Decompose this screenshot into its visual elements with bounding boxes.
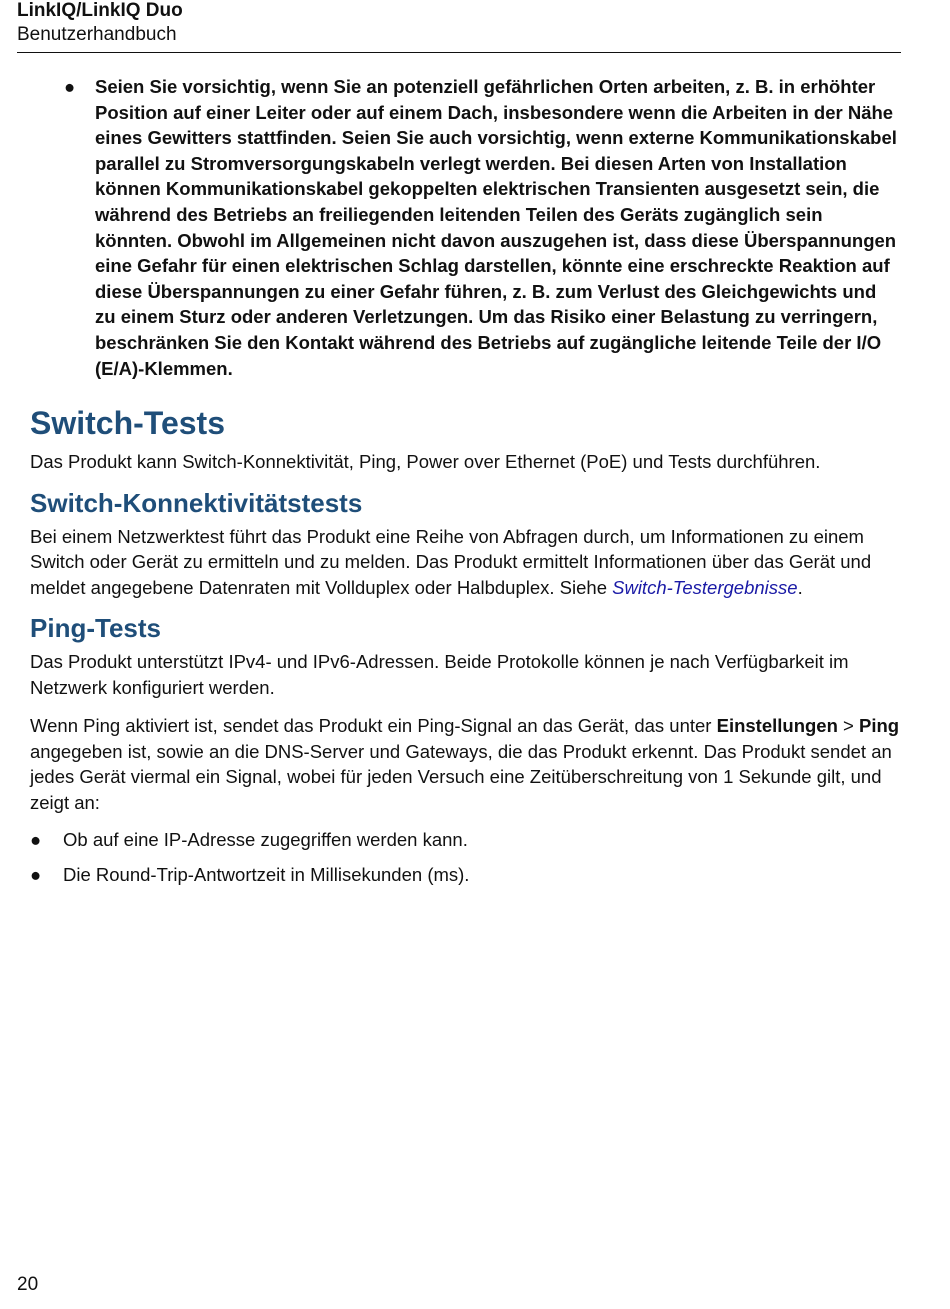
- ping-text-a: Wenn Ping aktiviert ist, sendet das Produkt ein Ping-Signal an das Gerät, das unter: [30, 715, 717, 737]
- section-heading-connectivity: Switch-Konnektivitätstests: [30, 487, 363, 518]
- ping-text-b: angegeben ist, sowie an die DNS-Server und Gateways, die das Produkt erkennt. Das Produkt sendet an jedes Gerät viermal ein Signal, wobei für jeden Versuch eine Zeitüberschreitung von 1 Sekunde gilt, und zeigt an:: [30, 740, 892, 813]
- connectivity-text: Bei einem Netzwerktest führt das Produkt eine Reihe von Abfragen durch, um Informationen zu einem Switch oder Gerät zu ermitteln und zu melden. Das Produkt ermittelt Informationen über das Gerät und meldet angegebene Datenraten mit Vollduplex oder Halbduplex. Siehe: [30, 525, 872, 598]
- bullet-icon: ●: [30, 863, 42, 885]
- list-item-text: Die Round-Trip-Antwortzeit in Millisekunden (ms).: [63, 863, 470, 885]
- list-item: [30, 827, 900, 853]
- list-item: [30, 862, 900, 888]
- connectivity-paragraph: [30, 524, 900, 601]
- settings-label: Einstellungen: [716, 715, 838, 737]
- header-divider: [17, 52, 901, 53]
- page-number: 20: [17, 1274, 39, 1295]
- list-item-text: Ob auf eine IP-Adresse zugegriffen werden kann.: [63, 829, 468, 851]
- bullet-icon: ●: [30, 829, 42, 851]
- ping-paragraph-1: Das Produkt unterstützt IPv4- und IPv6-Adressen. Beide Protokolle können je nach Verfügbarkeit im Netzwerk konfiguriert werden.: [30, 651, 849, 698]
- section-heading-ping: Ping-Tests: [30, 613, 161, 644]
- ping-label: Ping: [859, 715, 900, 737]
- connectivity-period: .: [797, 576, 803, 598]
- safety-warning: [30, 74, 900, 381]
- section-heading-switch-tests: Switch-Tests: [30, 405, 225, 442]
- switch-results-link[interactable]: Switch-Testergebnisse: [612, 576, 798, 598]
- ping-paragraph-2: [30, 713, 900, 815]
- page-header: [17, 0, 901, 47]
- bullet-icon: ●: [64, 76, 76, 97]
- product-title: LinkIQ/LinkIQ Duo: [17, 0, 183, 21]
- warning-text: Seien Sie vorsichtig, wenn Sie an potenziell gefährlichen Orten arbeiten, z. B. in erhöhter Position auf einer Leiter oder auf einem Dach, insbesondere wenn die Arbeiten in der Nähe eines Gewitters stattfinden. Seien Sie auch vorsichtig, wenn externe Kommunikationskabel parallel zu Stromversorgungskabeln verlegt werden. Bei diesen Arten von Installation können Kommunikationskabel gekoppelten elektrischen Transienten ausgesetzt sein, die während des Betriebs an freiliegenden leitenden Teilen des Geräts zugänglich sein könnten. Obwohl im Allgemeinen nicht davon auszugehen ist, dass diese Überspannungen eine Gefahr für einen elektrischen Schlag darstellen, könnte eine erschreckte Reaktion auf diese Überspannungen zu einer Gefahr führen, z. B. zum Verlust des Gleichgewichts und zu einem Sturz oder anderen Verletzungen. Um das Risiko einer Belastung zu verringern, beschränken Sie den Kontakt während des Betriebs auf zugängliche leitende Teile der I/O (E/A)-Klemmen.: [95, 76, 897, 379]
- menu-separator: >: [837, 715, 859, 737]
- ping-bullet-list: [30, 827, 900, 887]
- manual-title: Benutzerhandbuch: [17, 24, 177, 45]
- page-content: [30, 74, 900, 896]
- switch-tests-intro: Das Produkt kann Switch-Konnektivität, Ping, Power over Ethernet (PoE) und Tests durchführen.: [30, 451, 821, 473]
